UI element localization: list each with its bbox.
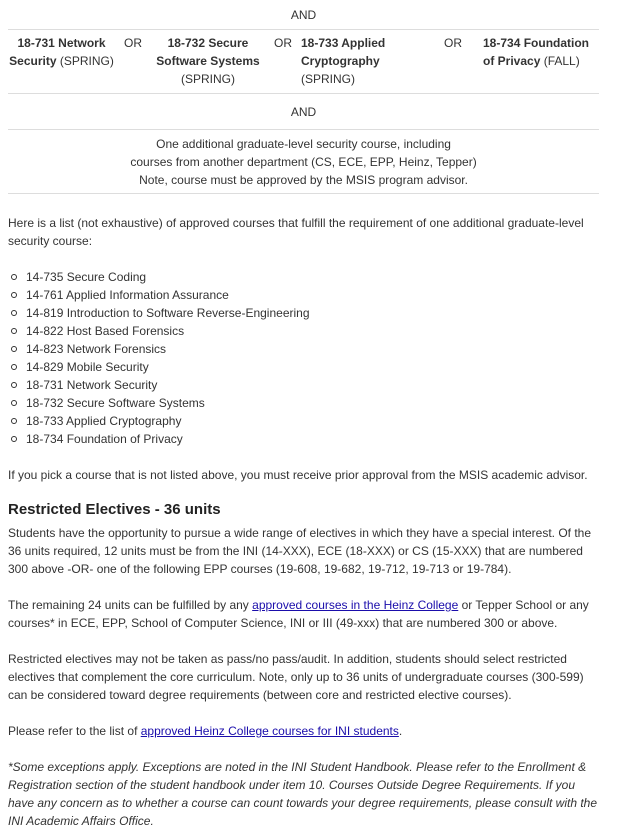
prior-approval-note: If you pick a course that is not listed above, you must receive prior approval from the MSIS academic advisor. xyxy=(8,468,588,482)
list-item-label: 14-735 Secure Coding xyxy=(26,270,147,284)
bullet-icon xyxy=(11,310,17,316)
course-option xyxy=(151,30,265,94)
content xyxy=(8,0,599,828)
paragraph-text: . xyxy=(398,724,403,738)
approved-list-intro: Here is a list (not exhaustive) of approved courses that fulfill the requirement of one additional graduate-level security course: xyxy=(8,216,584,248)
list-item-label: 14-822 Host Based Forensics xyxy=(26,324,185,338)
bullet-icon xyxy=(11,382,17,388)
course-option xyxy=(301,30,423,94)
course-term: (SPRING) xyxy=(301,72,355,86)
bullet-icon xyxy=(11,418,17,424)
restricted-electives-heading: Restricted Electives - 36 units xyxy=(8,501,221,518)
or-label: OR xyxy=(423,30,483,94)
course-code: 18-734 Foundation of Privacy xyxy=(483,36,590,68)
course-option xyxy=(483,30,599,94)
restricted-paragraph-2 xyxy=(8,596,599,632)
list-item xyxy=(8,286,310,304)
list-item xyxy=(8,340,310,358)
course-term: (FALL) xyxy=(543,54,580,68)
course-term: (SPRING) xyxy=(181,72,235,86)
bullet-icon xyxy=(11,292,17,298)
or-label: OR xyxy=(115,30,151,94)
or-label: OR xyxy=(265,30,301,94)
approved-courses-list xyxy=(8,268,310,448)
bullet-icon xyxy=(11,400,17,406)
course-options-row xyxy=(8,30,599,94)
note-line: courses from another department (CS, ECE, EPP, Heinz, Tepper) xyxy=(130,155,477,169)
list-item-label: 14-761 Applied Information Assurance xyxy=(26,288,229,302)
paragraph-text: The remaining 24 units can be fulfilled by any xyxy=(8,598,253,612)
list-item xyxy=(8,430,310,448)
and-row xyxy=(8,94,599,130)
list-item xyxy=(8,268,310,286)
list-item-label: 18-732 Secure Software Systems xyxy=(26,396,205,410)
restricted-paragraph-4 xyxy=(8,722,599,740)
additional-course-note xyxy=(8,130,599,194)
exceptions-note: *Some exceptions apply. Exceptions are noted in the INI Student Handbook. Please refer to the Enrollment & Registration section of the student handbook under item 10. Courses Outside Degree Requirements. If you have any concern as to whether a course can count towards your degree requirements, please consult with the INI Academic Affairs Office. xyxy=(8,760,598,828)
list-item xyxy=(8,412,310,430)
list-item-label: 18-733 Applied Cryptography xyxy=(26,414,182,428)
bullet-icon xyxy=(11,346,17,352)
course-code: 18-731 Network Security xyxy=(9,36,106,68)
paragraph-text: Please refer to the list of xyxy=(8,724,141,738)
note-line: Note, course must be approved by the MSIS program advisor. xyxy=(139,173,468,187)
restricted-paragraph-3: Restricted electives may not be taken as pass/no pass/audit. In addition, students should select restricted electives that complement the core curriculum. Note, only up to 36 units of undergraduate courses (300-599) can be considered toward degree requirements (between core and restricted elective courses). xyxy=(8,652,584,702)
bullet-icon xyxy=(11,436,17,442)
list-item xyxy=(8,304,310,322)
course-code: 18-733 Applied Cryptography xyxy=(301,36,386,68)
list-item-label: 14-819 Introduction to Software Reverse-Engineering xyxy=(26,306,310,320)
list-item xyxy=(8,376,310,394)
and-label: AND xyxy=(8,0,599,30)
course-code: 18-732 Secure Software Systems xyxy=(156,36,260,68)
list-item-label: 18-734 Foundation of Privacy xyxy=(26,432,183,446)
list-item-label: 14-823 Network Forensics xyxy=(26,342,167,356)
and-label: AND xyxy=(8,94,599,130)
list-item-label: 18-731 Network Security xyxy=(26,378,158,392)
and-row xyxy=(8,0,599,30)
bullet-icon xyxy=(11,274,17,280)
additional-course-note-row xyxy=(8,130,599,194)
list-item xyxy=(8,394,310,412)
heinz-ini-courses-link[interactable]: approved Heinz College courses for INI students xyxy=(140,724,399,738)
heinz-approved-courses-link[interactable]: approved courses in the Heinz College xyxy=(252,598,459,612)
course-option xyxy=(8,30,115,94)
list-item xyxy=(8,358,310,376)
bullet-icon xyxy=(11,364,17,370)
bullet-icon xyxy=(11,328,17,334)
list-item xyxy=(8,322,310,340)
paragraph-text: or Tepper School or any courses* in ECE, EPP, School of Computer Science, INI or III (49-xxx) that are numbered 300 or above. xyxy=(8,598,589,630)
note-line: One additional graduate-level security course, including xyxy=(156,137,451,151)
course-term: (SPRING) xyxy=(59,54,114,68)
list-item-label: 14-829 Mobile Security xyxy=(26,360,149,374)
restricted-paragraph-1: Students have the opportunity to pursue a wide range of electives in which they have a special interest. Of the 36 units required, 12 units must be from the INI (14-XXX), ECE (18-XXX) or CS (15-XXX) that are numbered 300 above -OR- one of the following EPP courses (19-608, 19-682, 19-712, 19-713 or 19-784). xyxy=(8,526,592,576)
requirements-table xyxy=(8,0,599,194)
